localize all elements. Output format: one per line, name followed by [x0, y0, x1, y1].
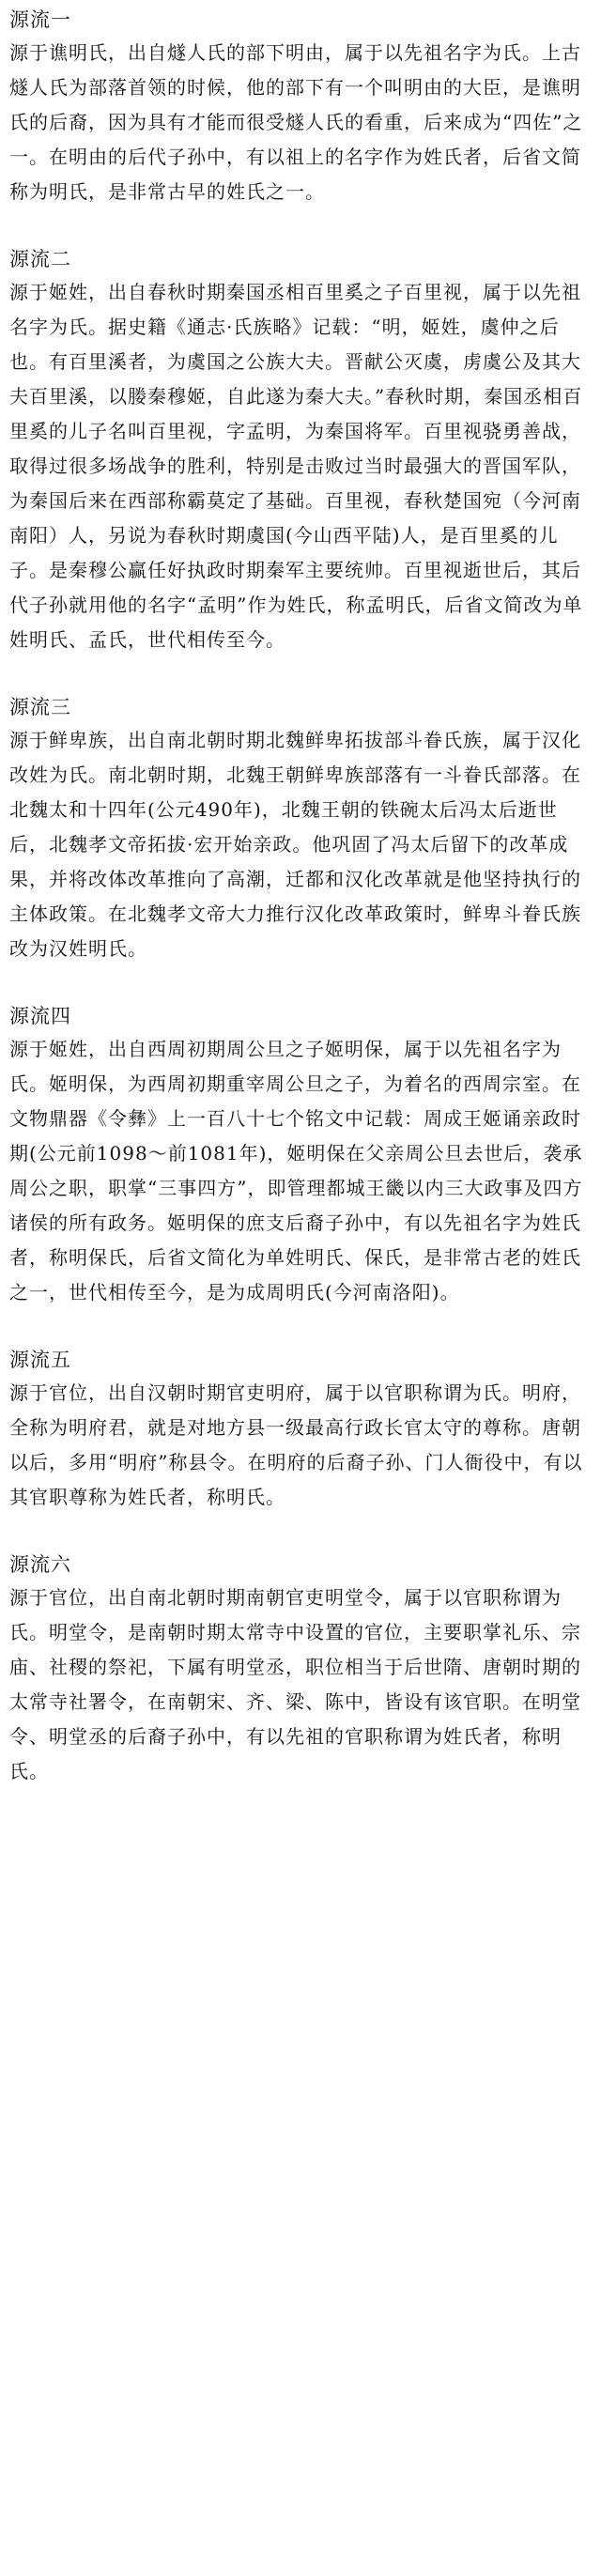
- origin-section-2: [9, 245, 592, 657]
- origin-section-1: [9, 6, 592, 209]
- section-gap: [9, 657, 592, 693]
- section-title: 源流六: [9, 1553, 71, 1576]
- section-title: 源流二: [9, 248, 71, 270]
- section-body: 源于谯明氏，出自燧人氏的部下明由，属于以先祖名字为氏。上古燧人氏为部落首领的时候，他的部下有一个叫明由的大臣，是谯明氏的后裔，因为具有才能而很受燧人氏的看重，后来成为“四佐”之一。在明由的后代子孙中，有以祖上的名字作为姓氏者，后省文简称为明氏，是非常古早的姓氏之一。: [9, 41, 583, 203]
- section-title: 源流五: [9, 1349, 71, 1371]
- section-gap: [9, 966, 592, 1002]
- origin-section-6: [9, 1550, 592, 1789]
- section-body: 源于官位，出自南北朝时期南朝官吏明堂令，属于以官职称谓为氏。明堂令，是南朝时期太常寺中设置的官位，主要职掌礼乐、宗庙、社稷的祭祀，下属有明堂丞，职位相当于后世隋、唐朝时期的太常寺社署令，在南朝宋、齐、梁、陈中，皆设有该官职。在明堂令、明堂丞的后裔子孙中，有以先祖的官职称谓为姓氏者，称明氏。: [9, 1586, 581, 1782]
- section-title: 源流三: [9, 696, 71, 718]
- section-gap: [9, 1310, 592, 1346]
- section-title: 源流四: [9, 1005, 71, 1027]
- origin-section-3: [9, 693, 592, 966]
- section-body: 源于官位，出自汉朝时期官吏明府，属于以官职称谓为氏。明府，全称为明府君，就是对地方县一级最高行政长官太守的尊称。唐朝以后，多用“明府”称县令。在明府的后裔子孙、门人衙役中，有以其官职尊称为姓氏者，称明氏。: [9, 1381, 583, 1508]
- section-body: 源于姬姓，出自春秋时期秦国丞相百里奚之子百里视，属于以先祖名字为氏。据史籍《通志·氏族略》记载：“明，姬姓，虞仲之后也。有百里溪者，为虞国之公族大夫。晋献公灭虞，虏虞公及其大夫百里溪，以媵秦穆姬，自此遂为秦大夫。”春秋时期，秦国丞相百里奚的儿子名叫百里视，字孟明，为秦国将军。百里视骁勇善战，取得过很多场战争的胜利，特别是击败过当时最强大的晋国军队，为秦国后来在西部称霸莫定了基础。百里视，春秋楚国宛（今河南南阳）人，另说为春秋时期虞国(今山西平陆)人，是百里奚的儿子。是秦穆公赢任好执政时期秦军主要统帅。百里视逝世后，其后代子孙就用他的名字“孟明”作为姓氏，称孟明氏，后省文简改为单姓明氏、孟氏，世代相传至今。: [9, 281, 583, 651]
- section-body: 源于姬姓，出自西周初期周公旦之子姬明保，属于以先祖名字为氏。姬明保，为西周初期重宰周公旦之子，为着名的西周宗室。在文物鼎器《令彝》上一百八十七个铭文中记载：周成王姬诵亲政时期(公元前1098～前1081年)，姬明保在父亲周公旦去世后，袭承周公之职，职掌“三事四方”，即管理都城王畿以内三大政事及四方诸侯的所有政务。姬明保的庶支后裔子孙中，有以先祖名字为姓氏者，称明保氏，后省文简化为单姓明氏、保氏，是非常古老的姓氏之一，世代相传至今，是为成周明氏(今河南洛阳)。: [9, 1038, 583, 1303]
- origin-section-4: [9, 1002, 592, 1310]
- section-title: 源流一: [9, 8, 71, 31]
- section-gap: [9, 1515, 592, 1550]
- section-body: 源于鲜卑族，出自南北朝时期北魏鲜卑拓拔部斗眷氏族，属于汉化改姓为氏。南北朝时期，北魏王朝鲜卑族部落有一斗眷氏部落。在北魏太和十四年(公元490年)，北魏王朝的铁碗太后冯太后逝世后，北魏孝文帝拓拔·宏开始亲政。他巩固了冯太后留下的改革成果，并将改体改革推向了高潮，迁都和汉化改革就是他坚持执行的主体政策。在北魏孝文帝大力推行汉化改革政策时，鲜卑斗眷氏族改为汉姓明氏。: [9, 729, 581, 960]
- section-gap: [9, 209, 592, 245]
- origin-section-5: [9, 1346, 592, 1515]
